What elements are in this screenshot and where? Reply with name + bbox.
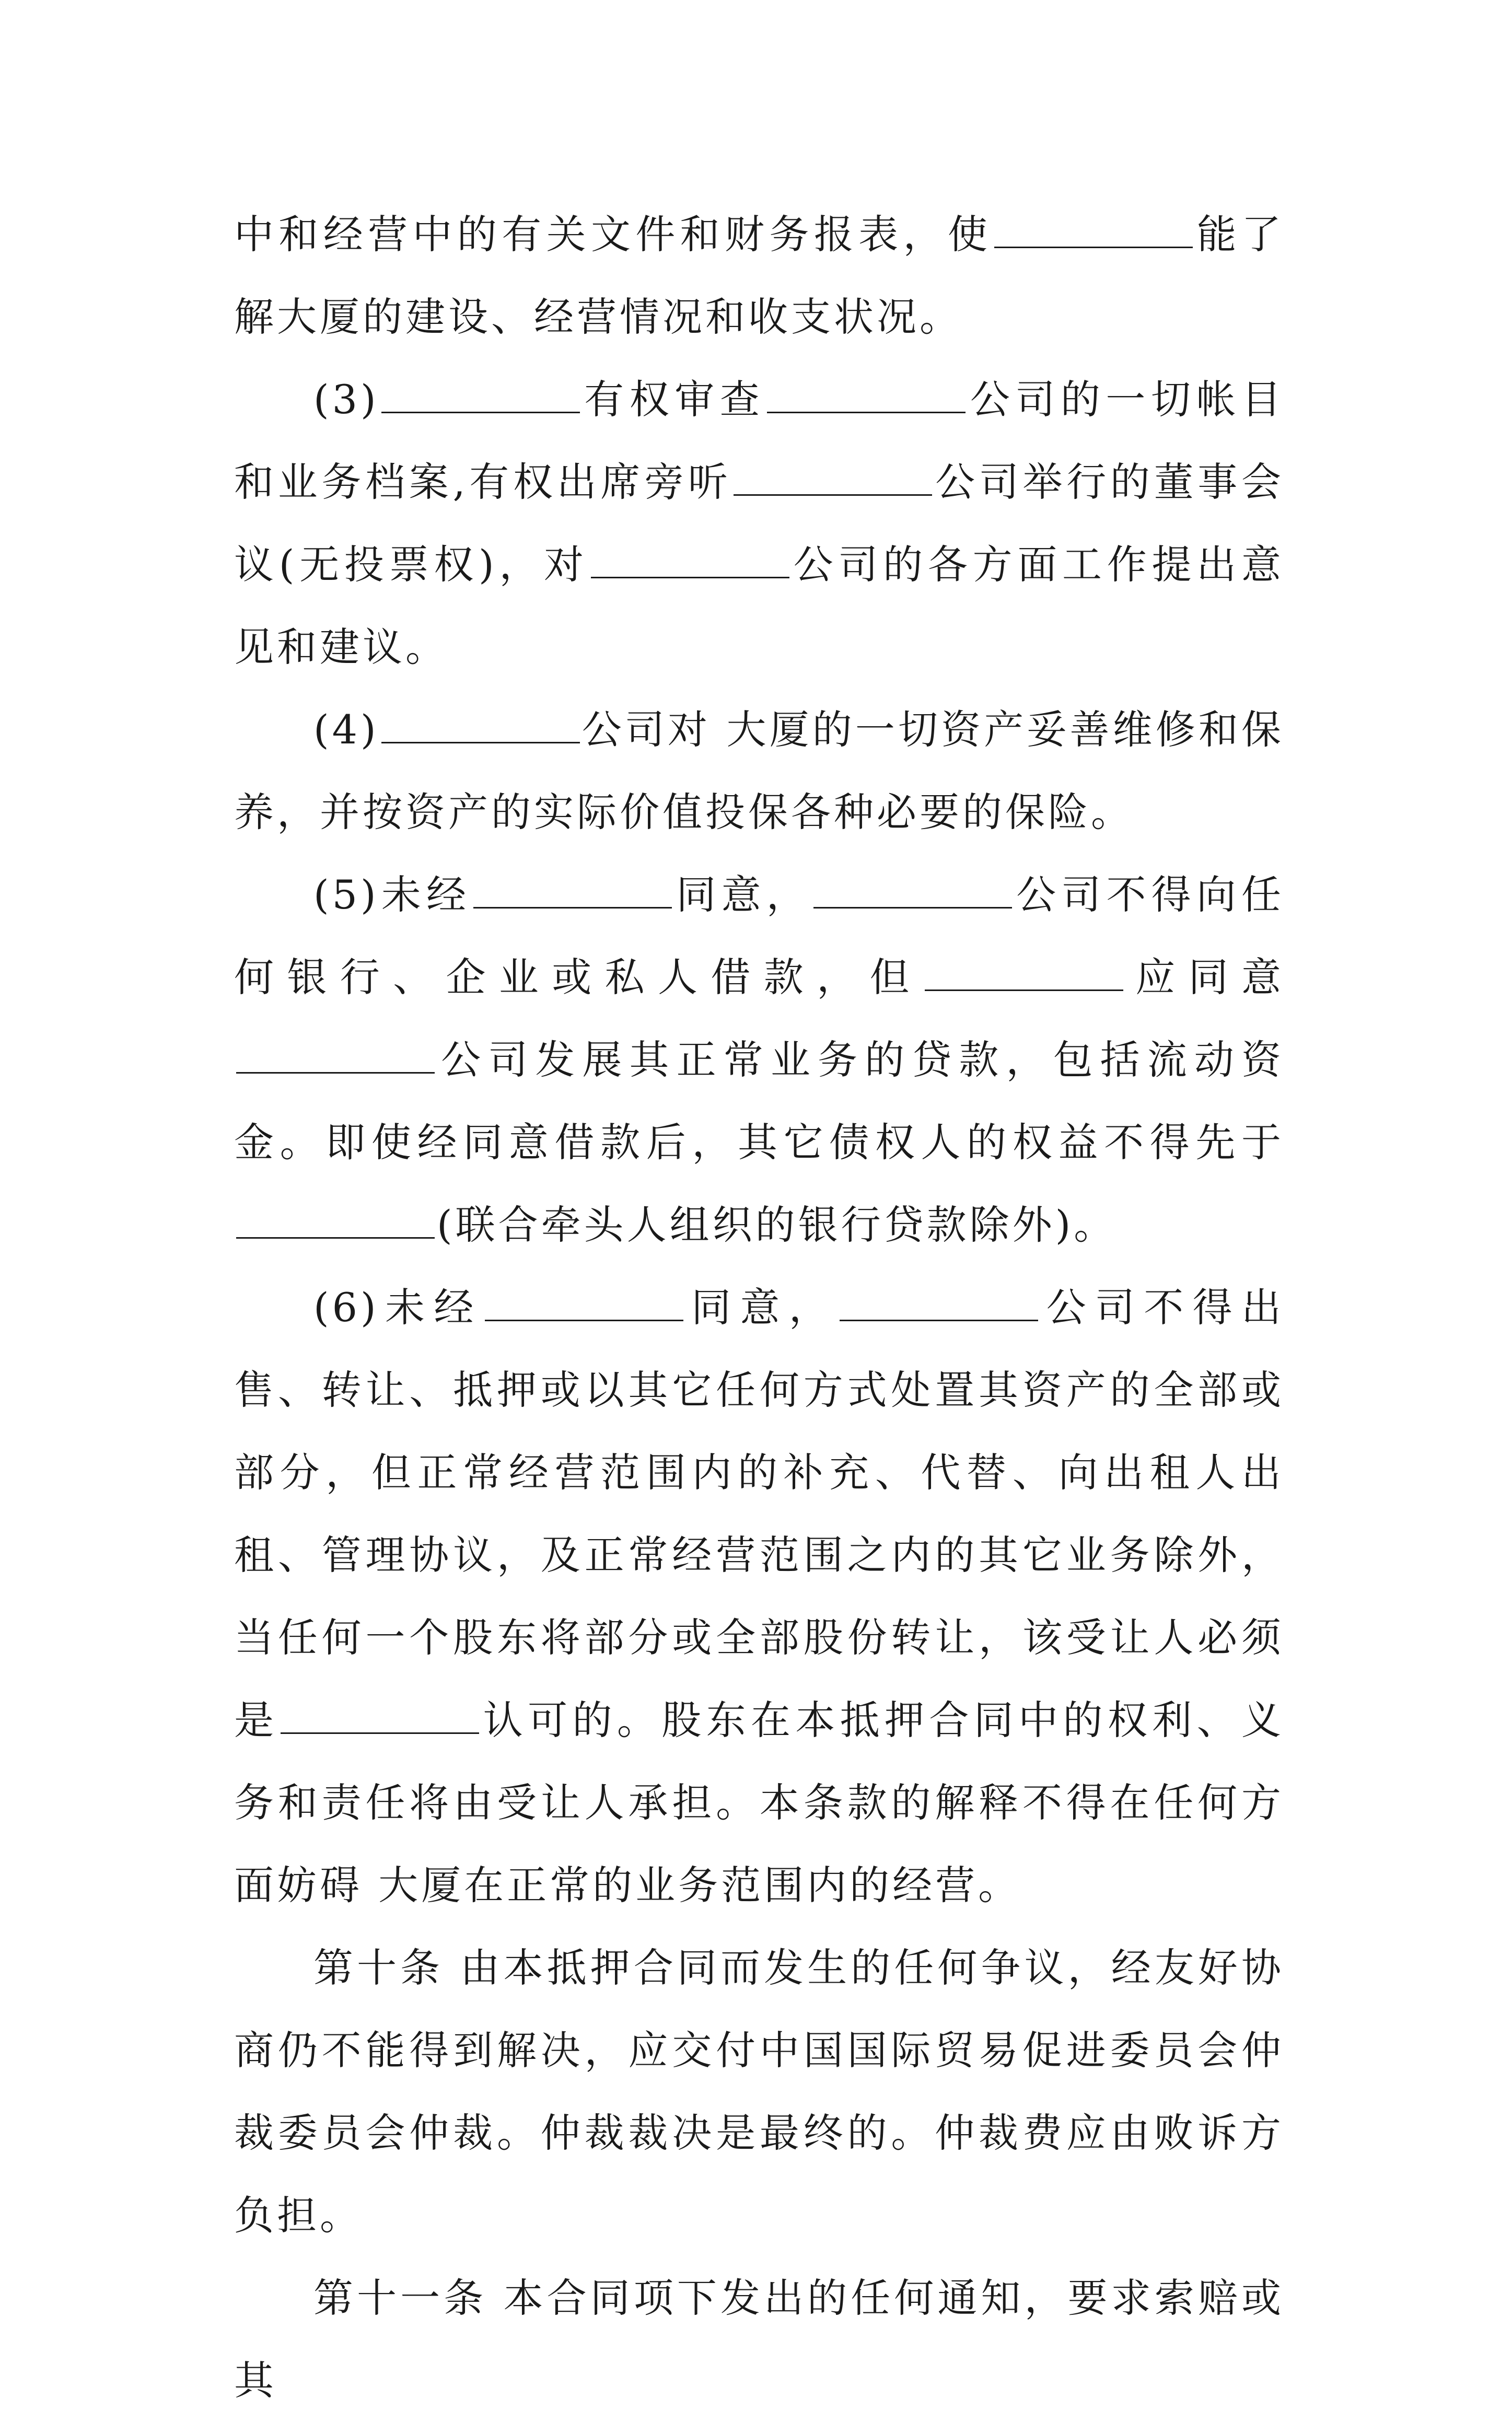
paragraph-text: 公司的各方面工作提出意见和建议。 bbox=[234, 541, 1284, 670]
fill-blank[interactable] bbox=[813, 875, 1012, 909]
fill-blank[interactable] bbox=[591, 544, 789, 578]
paragraph-text: 能了解大厦的建设、经营情况和收支状况。 bbox=[234, 211, 1285, 340]
paragraph-text: 公司举行的董事会议(无投票权)，对 bbox=[234, 459, 1284, 588]
paragraph-text: 有权审查 bbox=[581, 376, 765, 423]
fill-blank[interactable] bbox=[485, 1287, 683, 1321]
fill-blank[interactable] bbox=[381, 709, 580, 743]
clause-number: (4) bbox=[313, 706, 379, 753]
fill-blank[interactable] bbox=[767, 379, 966, 413]
paragraph-text: 同意， bbox=[685, 1284, 838, 1331]
fill-blank[interactable] bbox=[925, 957, 1123, 991]
paragraph-text: (联合牵头人组织的银行贷款除外)。 bbox=[437, 1202, 1117, 1248]
paragraph-text: 第十一条 本合同项下发出的任何通知，要求索赔或其 bbox=[234, 2275, 1284, 2404]
paragraph-text: 应同意 bbox=[1125, 954, 1284, 1000]
paragraph-text: (6)未经 bbox=[313, 1284, 483, 1331]
paragraph-text: 第十条 由本抵押合同而发生的任何争议，经友好协商仍不能得到解决，应交付中国国际贸易促进委员会仲裁委员会仲裁。仲裁裁决是最终的。仲裁费应由败诉方负担。 bbox=[234, 1944, 1284, 2239]
paragraph-text: 公司发展其正常业务的贷款，包括流动资金。即使经同意借款后，其它债权人的权益不得先于 bbox=[234, 1037, 1284, 1166]
article-10 bbox=[234, 1927, 1284, 2257]
paragraph-text: 公司对 大厦的一切资产妥善维修和保养，并按资产的实际价值投保各种必要的保险。 bbox=[234, 706, 1284, 835]
fill-blank[interactable] bbox=[381, 379, 580, 413]
paragraph-text: (5)未经 bbox=[313, 871, 472, 918]
paragraph-text: 认可的。股东在本抵押合同中的权利、义务和责任将由受让人承担。本条款的解释不得在任何方面妨碍 大厦在正常的业务范围内的经营。 bbox=[234, 1697, 1285, 1908]
fill-blank[interactable] bbox=[840, 1287, 1038, 1321]
fill-blank[interactable] bbox=[994, 214, 1193, 248]
paragraph-text: 公司的一切帐目和业务档案,有权出席旁听 bbox=[234, 376, 1285, 505]
paragraph-text: 公司不得向任何银行、企业或私人借款，但 bbox=[234, 871, 1285, 1000]
document-body bbox=[234, 193, 1284, 2422]
paragraph-text: 公司不得出售、转让、抵押或以其它任何方式处置其资产的全部或部分，但正常经营范围内的补充、代替、向出租人出租、管理协议，及正常经营范围之内的其它业务除外，当任何一个股东将部分或全部股份转让，该受让人必须是 bbox=[234, 1284, 1285, 1743]
paragraph-text: 中和经营中的有关文件和财务报表，使 bbox=[234, 211, 993, 258]
paragraph-continuation bbox=[234, 193, 1284, 358]
article-11 bbox=[234, 2257, 1284, 2422]
fill-blank[interactable] bbox=[236, 1040, 435, 1074]
clause-5 bbox=[234, 854, 1284, 1266]
clause-3 bbox=[234, 358, 1284, 689]
paragraph-text: 同意， bbox=[674, 871, 811, 918]
fill-blank[interactable] bbox=[236, 1205, 435, 1239]
fill-blank[interactable] bbox=[734, 462, 932, 496]
fill-blank[interactable] bbox=[281, 1700, 479, 1734]
clause-6 bbox=[234, 1266, 1284, 1927]
clause-number: (3) bbox=[313, 376, 379, 423]
fill-blank[interactable] bbox=[473, 875, 672, 909]
clause-4 bbox=[234, 689, 1284, 854]
